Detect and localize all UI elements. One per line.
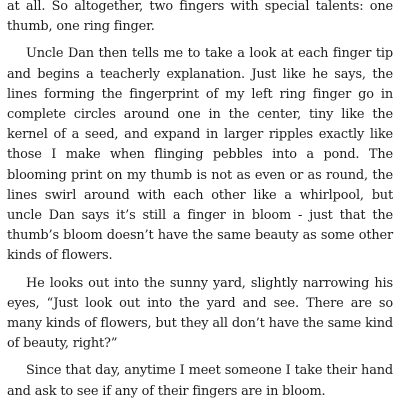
paragraph-continuation: at all. So altogether, two fingers with special talents: one thumb, one ring finger. — [7, 0, 393, 35]
paragraph-fingerprint-explanation: Uncle Dan then tells me to take a look at each finger tip and begins a teacherly explanation. Just like he says, the lines forming the fingerprint of my left ring finger go in complete circles around one in the center, tiny like the kernel of a seed, and expand in larger ripples exactly like those I make when flinging pebbles into a pond. The blooming print on my thumb is not as even or as round, the lines swirl around with each other like a whirlpool, but uncle Dan says it’s still a finger in bloom - just that the thumb’s bloom doesn’t have the same beauty as some other kinds of flowers. — [7, 46, 393, 264]
paragraph-yard-flowers: He looks out into the sunny yard, slightly narrowing his eyes, “Just look out into the yard and see. There are so many kinds of flowers, but they all don’t have the same kind of beauty, right?” — [7, 275, 393, 352]
paragraph-since-that-day: Since that day, anytime I meet someone I take their hand and ask to see if any of their fingers are in bloom. — [7, 363, 393, 399]
